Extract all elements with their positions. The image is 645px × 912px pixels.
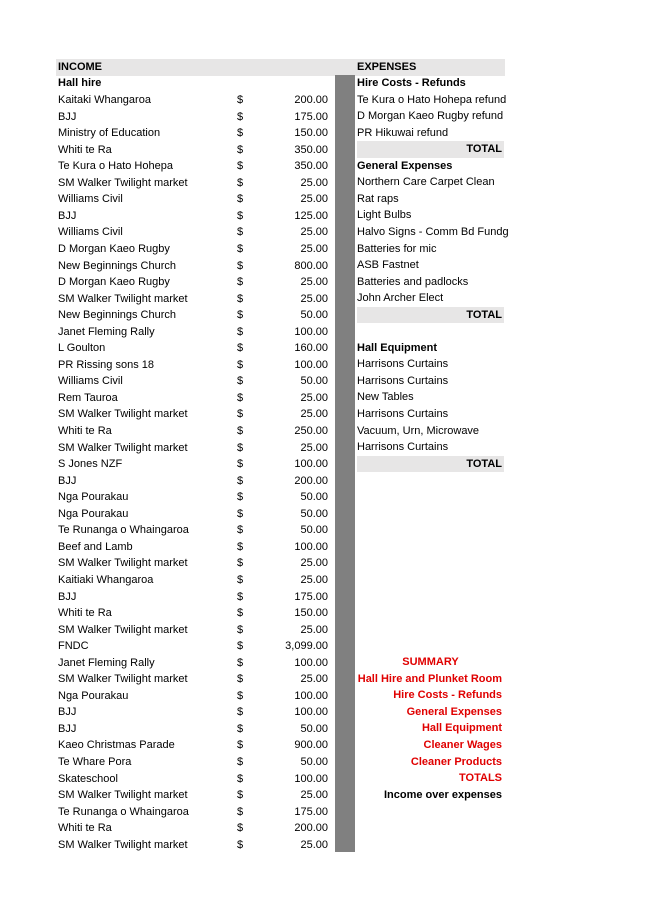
income-amount: 50.00 [300,309,328,322]
income-row [0,423,335,440]
expenses-header-label: EXPENSES [357,61,417,73]
income-row [0,804,335,821]
currency-symbol: $ [237,226,244,239]
income-amount: 100.00 [294,458,328,471]
currency-symbol: $ [237,474,244,487]
income-row [0,605,335,622]
expense-item: Batteries and padlocks [357,275,469,288]
income-row [0,704,335,721]
income-amount: 25.00 [300,292,328,305]
income-payer: PR Rissing sons 18 [58,358,154,371]
income-payer: New Beginnings Church [58,309,177,322]
income-row [0,307,335,324]
income-row [0,721,335,738]
income-payer: BJJ [58,706,77,719]
income-row [0,357,335,374]
income-payer: Kaitaki Whangaroa [58,94,151,106]
currency-symbol: $ [237,143,244,156]
income-payer: Nga Pourakau [58,491,129,504]
income-amount: 50.00 [300,524,328,537]
income-row [0,390,335,407]
income-row [0,572,335,589]
income-amount: 50.00 [300,722,328,735]
income-row [0,175,335,192]
income-amount: 100.00 [294,772,328,785]
expense-item: PR Hikuwai refund [357,126,449,139]
income-amount: 125.00 [294,209,328,222]
expenses-header [355,59,505,76]
income-amount: 100.00 [294,656,328,669]
income-payer: Williams Civil [58,375,123,388]
expense-item: ASB Fastnet [357,259,419,272]
expense-item: D Morgan Kaeo Rugby refund [357,110,504,123]
currency-symbol: $ [237,756,244,768]
currency-symbol: $ [237,176,244,189]
income-row [0,555,335,572]
income-row [0,638,335,655]
summary-line: Cleaner Products [410,755,502,768]
income-row [0,688,335,705]
income-row [0,473,335,490]
income-amount: 350.00 [294,160,328,173]
income-row [0,406,335,423]
income-amount: 25.00 [300,276,328,289]
expense-item: Rat raps [357,192,399,205]
currency-symbol: $ [237,391,244,404]
income-payer: BJJ [58,590,77,603]
income-amount: 250.00 [294,425,328,437]
income-row [0,109,335,126]
currency-symbol: $ [237,590,244,603]
currency-symbol: $ [237,160,244,173]
income-row [0,737,335,754]
income-row [0,589,335,606]
income-amount: 25.00 [300,391,328,404]
income-row [0,142,335,159]
income-payer: Nga Pourakau [58,689,129,702]
income-amount: 100.00 [294,540,328,553]
income-row [0,622,335,639]
income-amount: 25.00 [300,838,328,851]
income-payer: Te Kura o Hato Hohepa [58,160,173,173]
income-row [0,837,335,854]
hall-hire-section-title: Hall hire [58,77,102,89]
income-payer: Nga Pourakau [58,507,129,520]
income-row [0,158,335,175]
income-row [0,274,335,291]
income-amount: 50.00 [300,507,328,520]
summary-line: Hall Equipment [421,722,502,735]
income-amount: 175.00 [294,590,328,603]
income-amount: 25.00 [300,176,328,189]
income-payer: Ministry of Education [58,127,161,140]
currency-symbol: $ [237,623,244,636]
currency-symbol: $ [237,822,244,835]
currency-symbol: $ [237,110,244,123]
column-separator [335,75,355,852]
currency-symbol: $ [237,838,244,851]
income-payer: Janet Fleming Rally [58,656,155,669]
currency-symbol: $ [237,425,244,437]
currency-symbol: $ [237,772,244,785]
expense-total: TOTAL [357,307,504,324]
income-row [0,125,335,142]
income-row [0,340,335,357]
currency-symbol: $ [237,607,244,620]
income-row [0,440,335,457]
income-row [0,373,335,390]
currency-symbol: $ [237,673,244,686]
income-amount: 100.00 [294,358,328,371]
income-row [0,324,335,341]
income-payer: Whiti te Ra [58,143,112,156]
income-row [0,258,335,275]
expense-item: Harrisons Curtains [357,358,449,371]
currency-symbol: $ [237,689,244,702]
income-payer: L Goulton [58,342,106,355]
expense-section-title: Hire Costs - Refunds [357,77,466,89]
currency-symbol: $ [237,292,244,305]
income-payer: BJJ [58,209,77,222]
expense-item: John Archer Elect [357,292,444,305]
expense-item: Light Bulbs [357,209,412,222]
income-row [0,191,335,208]
income-payer: FNDC [58,640,89,653]
income-payer: Williams Civil [58,193,123,206]
income-amount: 150.00 [294,607,328,620]
income-amount: 25.00 [300,408,328,421]
income-payer: Williams Civil [58,226,123,239]
income-amount: 25.00 [300,573,328,586]
income-payer: Beef and Lamb [58,540,133,553]
expense-item: Te Kura o Hato Hohepa refund [357,93,507,106]
expense-item: Harrisons Curtains [357,441,449,454]
income-row [0,208,335,225]
summary-line: General Expenses [406,705,502,718]
income-amount: 25.00 [300,193,328,206]
income-row [0,820,335,837]
currency-symbol: $ [237,458,244,471]
summary-line: TOTALS [459,772,502,785]
income-amount: 100.00 [294,706,328,719]
currency-symbol: $ [237,441,244,454]
income-amount: 25.00 [300,623,328,636]
income-amount: 25.00 [300,441,328,454]
income-amount: 25.00 [300,673,328,686]
income-header [56,59,355,76]
currency-symbol: $ [237,805,244,818]
currency-symbol: $ [237,94,244,106]
currency-symbol: $ [237,358,244,371]
currency-symbol: $ [237,656,244,669]
income-row [0,92,335,109]
income-amount: 175.00 [294,110,328,123]
income-row [0,655,335,672]
income-payer: Janet Fleming Rally [58,325,155,338]
income-payer: SM Walker Twilight market [58,441,188,454]
income-payer: Whiti te Ra [58,822,112,835]
currency-symbol: $ [237,722,244,735]
expense-item: Halvo Signs - Comm Bd Fundg [357,225,509,238]
income-amount: 175.00 [294,805,328,818]
income-row [0,291,335,308]
currency-symbol: $ [237,789,244,802]
income-amount: 900.00 [294,739,328,752]
income-amount: 160.00 [294,342,328,355]
income-payer: SM Walker Twilight market [58,408,188,421]
income-row [0,224,335,241]
currency-symbol: $ [237,640,244,653]
currency-symbol: $ [237,193,244,206]
income-amount: 50.00 [300,375,328,388]
income-payer: Kaitiaki Whangaroa [58,573,154,586]
income-row [0,506,335,523]
income-amount: 3,099.00 [285,640,328,653]
expense-item: New Tables [357,391,414,404]
income-amount: 25.00 [300,557,328,570]
currency-symbol: $ [237,491,244,504]
expense-item: Batteries for mic [357,242,437,255]
income-over-expenses: Income over expenses [383,788,502,801]
income-amount: 25.00 [300,789,328,802]
income-payer: BJJ [58,722,77,735]
currency-symbol: $ [237,342,244,355]
currency-symbol: $ [237,127,244,140]
income-payer: BJJ [58,474,77,487]
expense-item: Harrisons Curtains [357,374,449,387]
income-amount: 150.00 [294,127,328,140]
currency-symbol: $ [237,739,244,752]
income-payer: Te Whare Pora [58,756,132,768]
income-payer: SM Walker Twilight market [58,557,188,570]
income-payer: BJJ [58,110,77,123]
income-row [0,522,335,539]
income-payer: Rem Tauroa [58,391,118,404]
income-amount: 100.00 [294,325,328,338]
currency-symbol: $ [237,209,244,222]
currency-symbol: $ [237,375,244,388]
income-payer: Te Runanga o Whaingaroa [58,805,189,818]
expense-item: Vacuum, Urn, Microwave [357,424,480,437]
income-payer: SM Walker Twilight market [58,292,188,305]
income-row [0,671,335,688]
currency-symbol: $ [237,706,244,719]
income-amount: 25.00 [300,226,328,239]
income-row [0,539,335,556]
income-amount: 350.00 [294,143,328,156]
currency-symbol: $ [237,242,244,255]
expense-item: Northern Care Carpet Clean [357,176,495,189]
expense-section-title: Hall Equipment [357,341,438,354]
summary-line: Hire Costs - Refunds [393,689,502,702]
expense-total: TOTAL [357,456,504,473]
income-payer: SM Walker Twilight market [58,838,188,851]
income-amount: 100.00 [294,689,328,702]
currency-symbol: $ [237,276,244,289]
income-payer: SM Walker Twilight market [58,673,188,686]
currency-symbol: $ [237,259,244,272]
currency-symbol: $ [237,309,244,322]
currency-symbol: $ [237,573,244,586]
expense-section-title: General Expenses [357,159,453,172]
currency-symbol: $ [237,325,244,338]
income-payer: New Beginnings Church [58,259,177,272]
income-row [0,456,335,473]
income-payer: D Morgan Kaeo Rugby [58,276,170,289]
income-payer: Whiti te Ra [58,425,112,437]
income-amount: 800.00 [294,259,328,272]
expense-total: TOTAL [357,141,504,158]
income-payer: S Jones NZF [58,458,123,471]
income-payer: D Morgan Kaeo Rugby [58,242,170,255]
income-payer: SM Walker Twilight market [58,176,188,189]
income-payer: Kaeo Christmas Parade [58,739,175,752]
income-row [0,787,335,804]
income-row [0,771,335,788]
currency-symbol: $ [237,408,244,421]
income-payer: SM Walker Twilight market [58,789,188,802]
income-payer: Whiti te Ra [58,607,112,620]
income-amount: 200.00 [294,474,328,487]
income-amount: 200.00 [294,94,328,106]
income-header-label: INCOME [58,61,102,73]
income-payer: Skateschool [58,772,118,785]
income-payer: SM Walker Twilight market [58,623,188,636]
income-row [0,241,335,258]
income-row [0,754,335,771]
currency-symbol: $ [237,507,244,520]
income-amount: 200.00 [294,822,328,835]
currency-symbol: $ [237,524,244,537]
income-amount: 50.00 [300,756,328,768]
expense-item: Harrisons Curtains [357,408,449,420]
income-row [0,489,335,506]
summary-title: SUMMARY [402,656,459,669]
income-payer: Te Runanga o Whaingaroa [58,524,189,537]
currency-symbol: $ [237,557,244,570]
summary-line: Cleaner Wages [423,739,502,751]
income-amount: 50.00 [300,491,328,504]
currency-symbol: $ [237,540,244,553]
summary-line: Hall Hire and Plunket Room [357,672,502,685]
income-amount: 25.00 [300,242,328,255]
